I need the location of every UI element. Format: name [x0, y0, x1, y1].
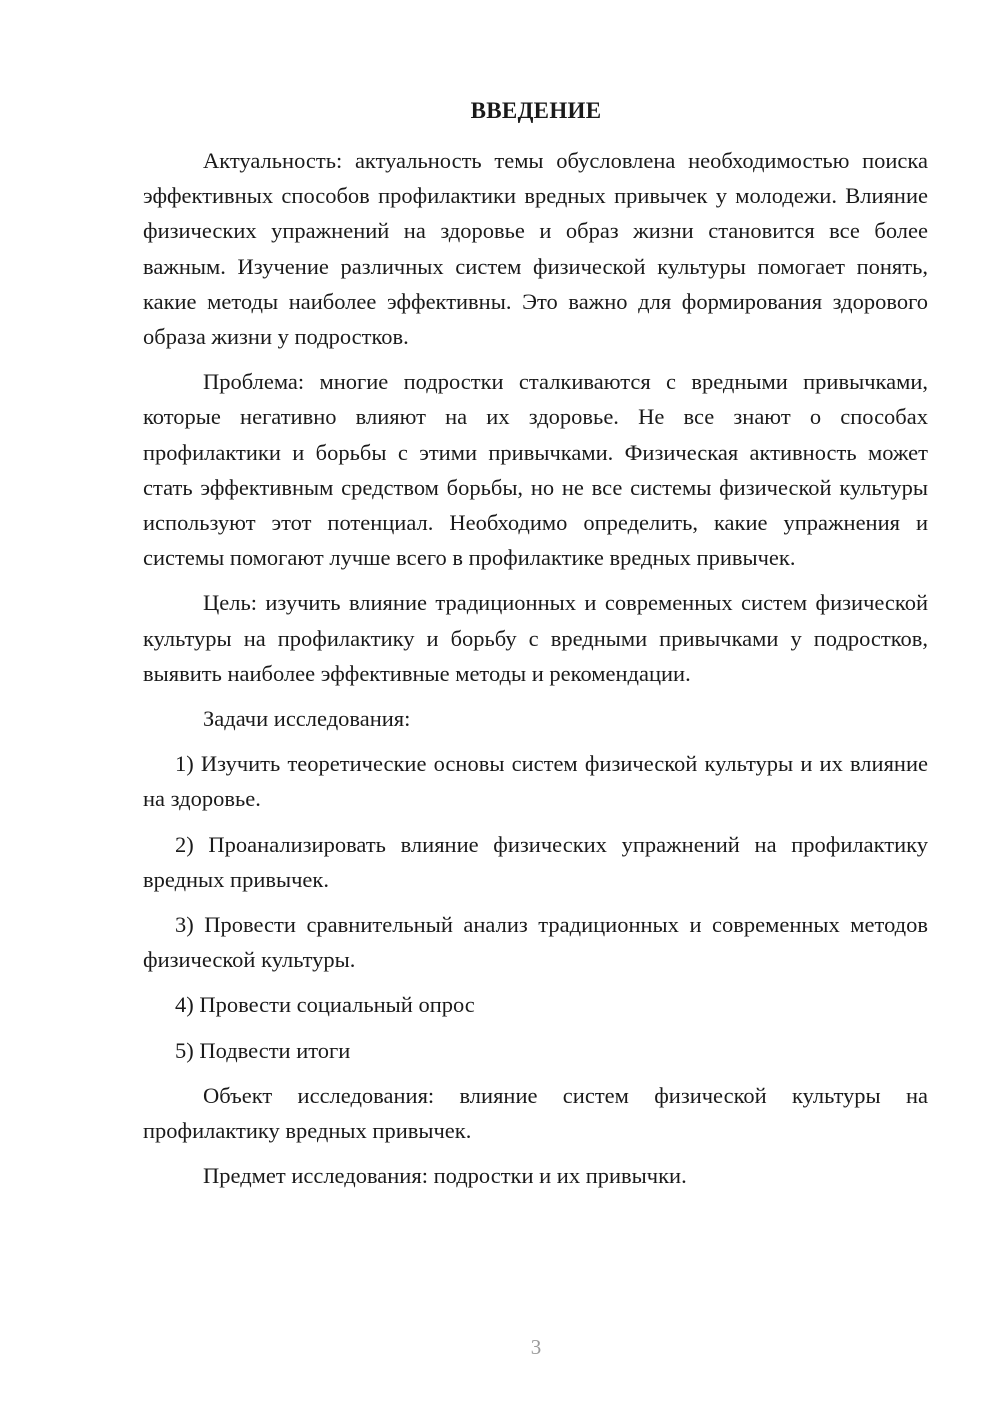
paragraph-subject: Предмет исследования: подростки и их привычки. [203, 1163, 687, 1189]
page-title: ВВЕДЕНИЕ [470, 98, 602, 123]
paragraph-problem: Проблема: многие подростки сталкиваются с вредными привычками, которые негативно влияют на их здоровье. Не все знают о способах профилактики и борьбы с этими привычками. Физическая активность может стать эффективным средством борьбы, но не все системы физической культуры используют этот потенциал. Необходимо определить, какие упражнения и системы помогают лучше всего в профилактике вредных привычек. [143, 369, 928, 571]
task-item-4: 4) Провести социальный опрос [175, 992, 475, 1018]
paragraph-object: Объект исследования: влияние систем физической культуры на профилактику вредных привычек. [143, 1082, 928, 1144]
task-item-3: 3) Провести сравнительный анализ традиционных и современных методов физической культуры. [143, 912, 928, 973]
document-body [143, 143, 928, 1193]
task-item-2: 2) Проанализировать влияние физических упражнений на профилактику вредных привычек. [143, 831, 928, 892]
paragraph-goal: Цель: изучить влияние традиционных и современных систем физической культуры на профилактику и борьбу с вредными привычками у подростков, выявить наиболее эффективные методы и рекомендации. [143, 590, 928, 686]
task-item-1: 1) Изучить теоретические основы систем физической культуры и их влияние на здоровье. [143, 751, 928, 812]
tasks-heading: Задачи исследования: [203, 706, 411, 732]
task-item-5: 5) Подвести итоги [175, 1037, 351, 1063]
paragraph-relevance: Актуальность: актуальность темы обусловлена необходимостью поиска эффективных способов профилактики вредных привычек у молодежи. Влияние физических упражнений на здоровье и образ жизни становится все более важным. Изучение различных систем физической культуры помогает понять, какие методы наиболее эффективны. Это важно для формирования здорового образа жизни у подростков. [143, 148, 928, 350]
page-number: 3 [530, 1335, 542, 1359]
